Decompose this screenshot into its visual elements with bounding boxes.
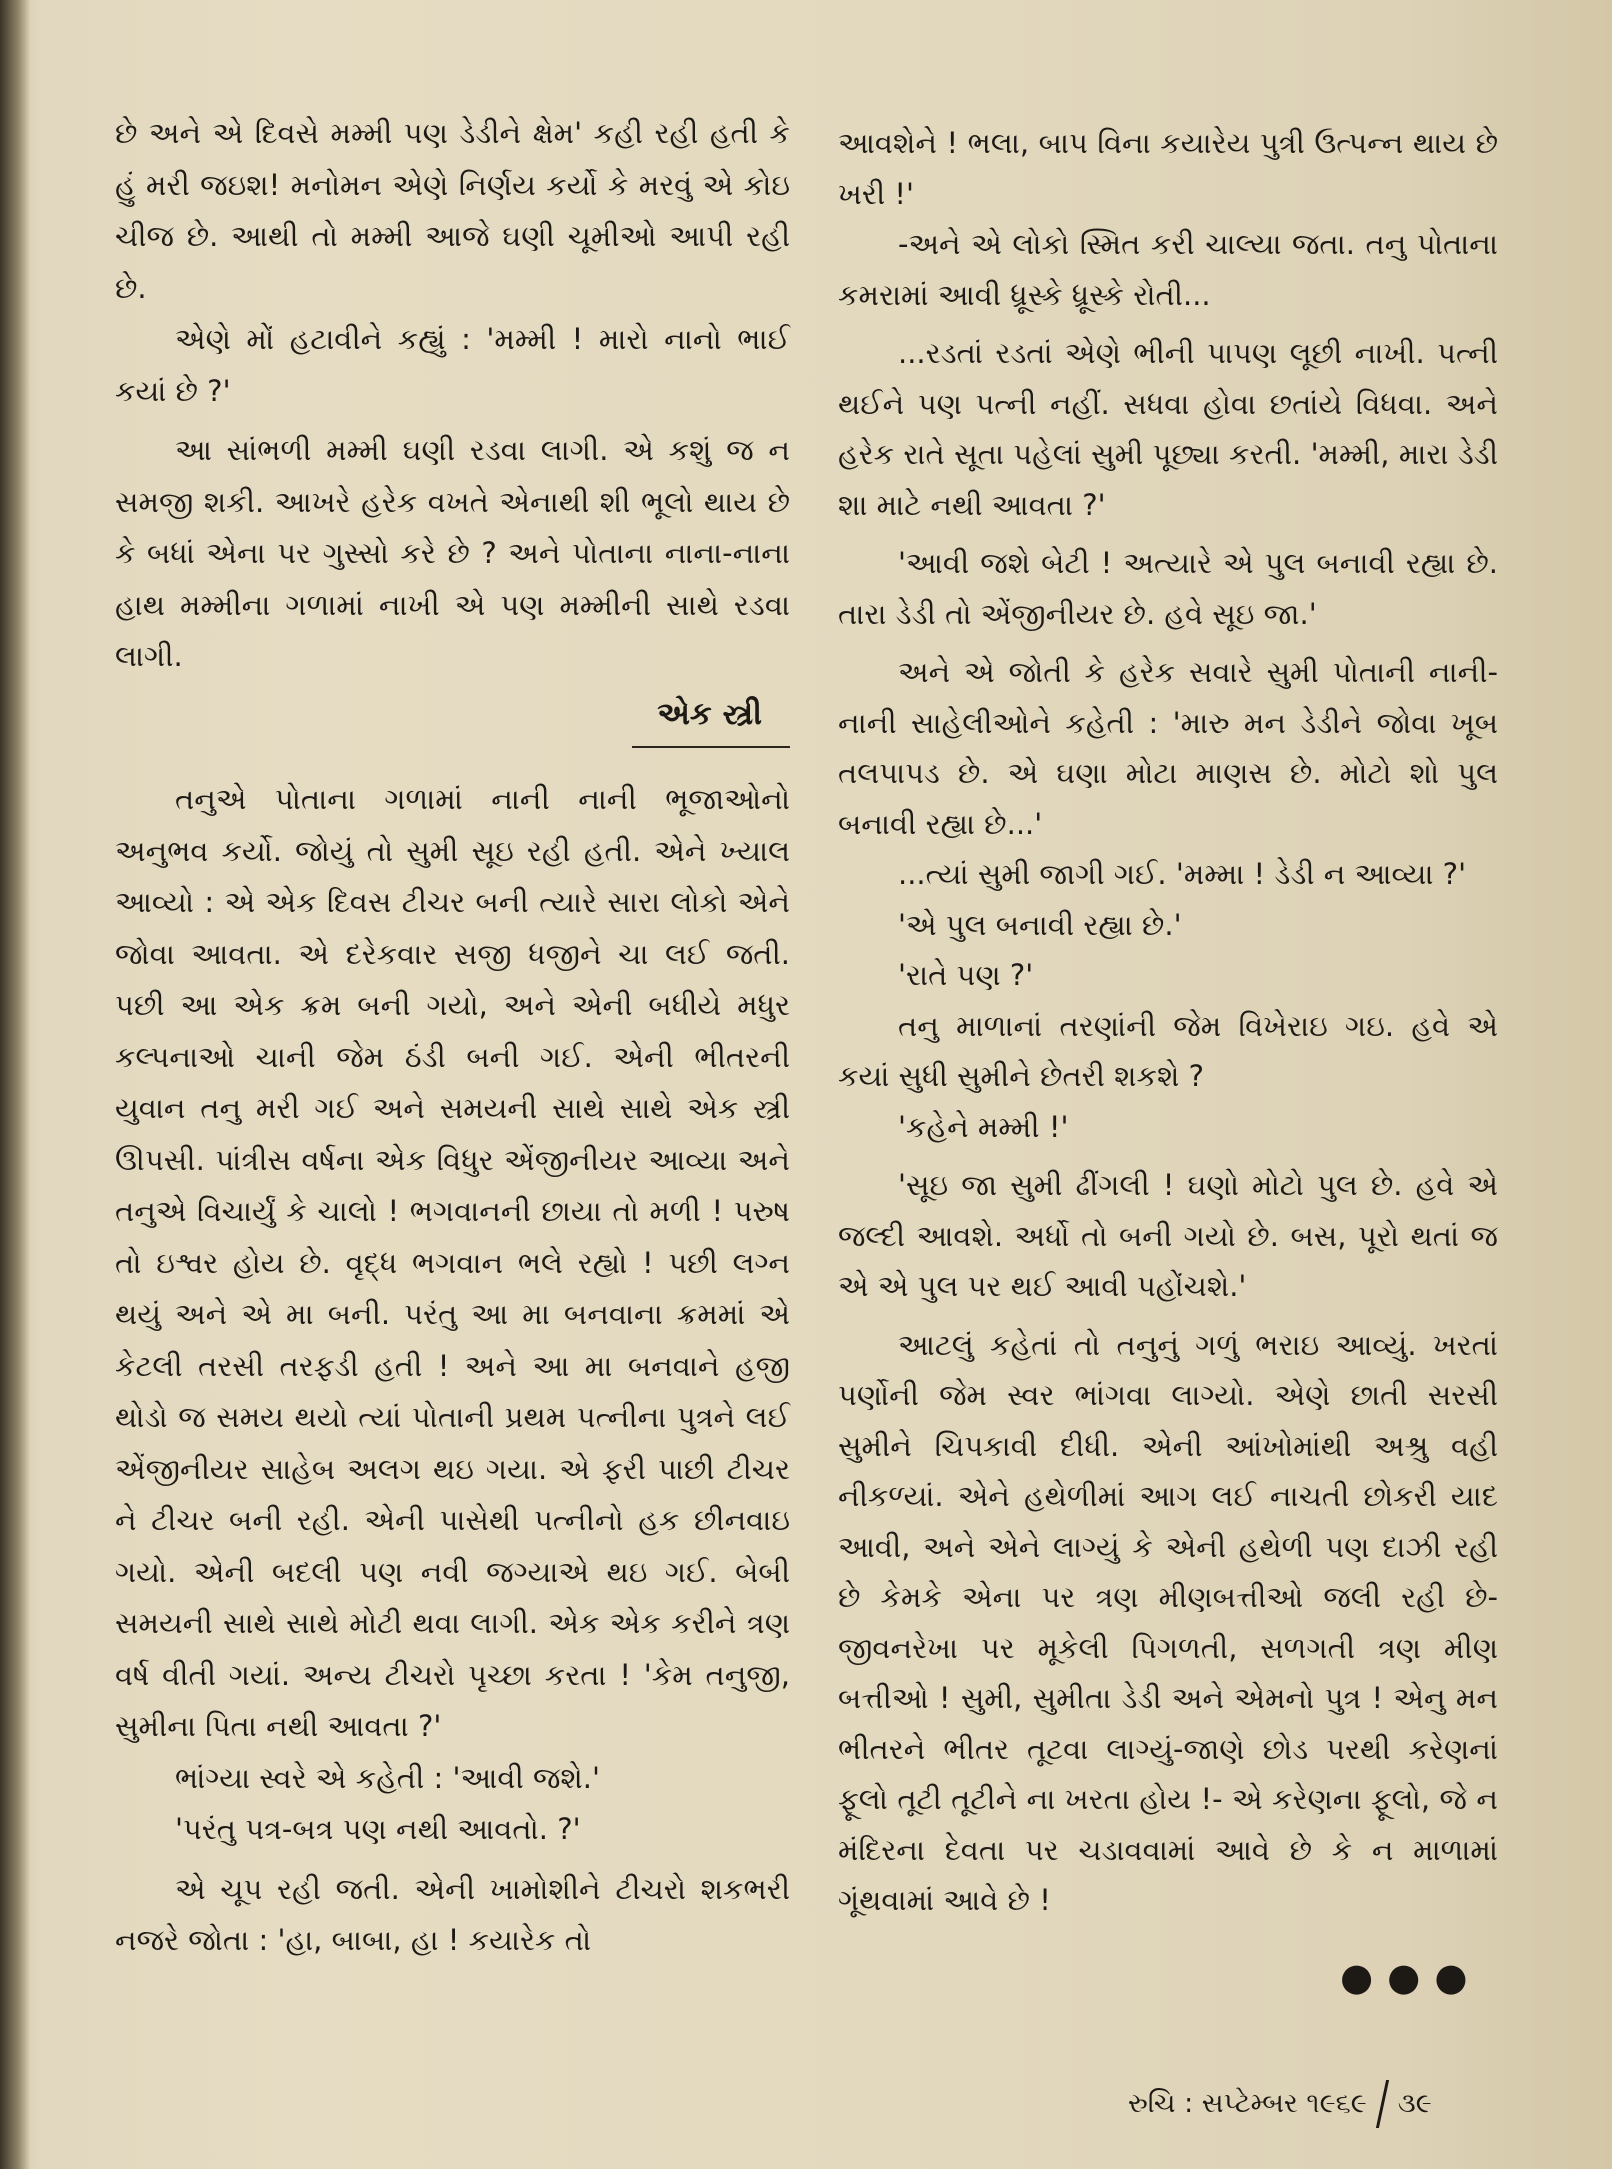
paragraph: 'રાતે પણ ?' xyxy=(898,958,1034,992)
end-of-story-dots: ●●● xyxy=(1340,1955,1482,1999)
right-column xyxy=(838,118,1498,1926)
paragraph: 'પરંતુ પત્ર-બત્ર પણ નથી આવતો. ?' xyxy=(175,1812,581,1846)
left-column xyxy=(115,108,790,1967)
paragraph: 'સૂઇ જા સુમી ઢીંગલી ! ઘણો મોટો પુલ છે. હવે એ જલ્દી આવશે. અર્ધો તો બની ગયો છે. બસ, પૂરો થતાં જ એ એ પુલ પર થઈ આવી પહોંચશે.' xyxy=(838,1168,1498,1303)
paragraph: 'કહેને મમ્મી !' xyxy=(898,1109,1069,1144)
paragraph: ...રડતાં રડતાં એણે ભીની પાપણ લૂછી નાખી. પત્ની થઈને પણ પત્ની નહીં. સધવા હોવા છતાંયે વિધવા. અને હરેક રાતે સૂતા પહેલાં સુમી પૂછ્યા કરતી. 'મમ્મી, મારા ડેડી શા માટે નથી આવતા ?' xyxy=(838,336,1498,522)
paragraph: એ ચૂપ રહી જતી. એની ખામોશીને ટીચરો શકભરી નજરે જોતા : 'હા, બાબા, હા ! કયારેક તો xyxy=(115,1871,790,1957)
paragraph: તનુએ પોતાના ગળામાં નાની નાની ભૂજાઓનો અનુભવ કર્યો. જોયું તો સુમી સૂઇ રહી હતી. એને ખ્યાલ આવ્યો : એ એક દિવસ ટીચર બની ત્યારે સારા લોકો એને જોવા આવતા. એ દરેકવાર સજી ધજીને ચા લઈ જતી. પછી આ એક ક્રમ બની ગયો, અને એની બધીયે મધુર કલ્પનાઓ ચાની જેમ ઠંડી બની ગઈ. એની ભીતરની યુવાન તનુ મરી ગઈ અને સમયની સાથે સાથે એક સ્ત્રી ઊપસી. પાંત્રીસ વર્ષના એક વિધુર એંજીનીયર આવ્યા અને તનુએ વિચાર્યું કે ચાલો ! ભગવાનની છાયા તો મળી ! પરુષ તો ઇશ્વર હોય છે. વૃદ્ધ ભગવાન ભલે રહ્યો ! પછી લગ્ન થયું અને એ મા બની. પરંતુ આ મા બનવાના ક્રમમાં એ કેટલી તરસી તરફડી હતી ! અને આ મા બનવાને હજી થોડો જ સમય થયો ત્યાં પોતાની પ્રથમ પત્નીના પુત્રને લઈ એંજીનીયર સાહેબ અલગ થઇ ગયા. એ ફરી પાછી ટીચર ને ટીચર બની રહી. એની પાસેથી પત્નીનો હક છીનવાઇ ગયો. એની બદલી પણ નવી જગ્યાએ થઇ ગઈ. બેબી સમયની સાથે સાથે મોટી થવા લાગી. એક એક કરીને ત્રણ વર્ષ વીતી ગયાં. અન્ય ટીચરો પૃચ્છા કરતા ! 'કેમ તનુજી, સુમીના પિતા નથી આવતા ?' xyxy=(115,782,790,1743)
paragraph: છે અને એ દિવસે મમ્મી પણ ડેડીને ક્ષેમ' કહી રહી હતી કે હું મરી જઇશ! મનોમન એણે નિર્ણય કર્યો કે મરવું એ કોઇ ચીજ છે. આથી તો મમ્મી આજે ઘણી ચૂમીઓ આપી રહી છે. xyxy=(115,116,790,305)
paragraph: 'આવી જશે બેટી ! અત્યારે એ પુલ બનાવી રહ્યા છે. તારા ડેડી તો એંજીનીયર છે. હવે સૂઇ જા.' xyxy=(838,546,1498,631)
page-binding-shadow xyxy=(0,0,30,2169)
paragraph: ભાંગ્યા સ્વરે એ કહેતી : 'આવી જશે.' xyxy=(175,1760,600,1795)
paragraph: આવશેને ! ભલા, બાપ વિના કયારેય પુત્રી ઉત્પન્ન થાય છે ખરી !' xyxy=(838,126,1498,211)
section-title-rule xyxy=(632,746,790,748)
paragraph: આટલું કહેતાં તો તનુનું ગળું ભરાઇ આવ્યું. ખરતાં પર્ણોની જેમ સ્વર ભાંગવા લાગ્યો. એણે છાતી સરસી સુમીને ચિપકાવી દીધી. એની આંખોમાંથી અશ્રુ વહી નીકળ્યાં. એને હથેળીમાં આગ લઈ નાચતી છોકરી યાદ આવી, અને એને લાગ્યું કે એની હથેળી પણ દાઝી રહી છે કેમકે એના પર ત્રણ મીણબત્તીઓ જલી રહી છે- જીવનરેખા પર મૂકેલી પિગળતી, સળગતી ત્રણ મીણ બત્તીઓ ! સુમી, સુમીતા ડેડી અને એમનો પુત્ર ! એનુ મન ભીતરને ભીતર તૂટવા લાગ્યું-જાણે છોડ પરથી કરેણનાં ફૂલો તૂટી તૂટીને ના ખરતા હોય !- એ કરેણના ફૂલો, જે ન મંદિરના દેવતા પર ચડાવવામાં આવે છે કે ન માળામાં ગૂંથવામાં આવે છે ! xyxy=(838,1327,1498,1917)
footer-separator xyxy=(1376,2080,1389,2128)
paragraph: આ સાંભળી મમ્મી ઘણી રડવા લાગી. એ કશું જ ન સમજી શકી. આખરે હરેક વખતે એનાથી શી ભૂલો થાય છે કે બધાં એના પર ગુસ્સો કરે છે ? અને પોતાના નાના-નાના હાથ મમ્મીના ગળામાં નાખી એ પણ મમ્મીની સાથે રડવા લાગી. xyxy=(115,433,790,673)
paragraph: 'એ પુલ બનાવી રહ્યા છે.' xyxy=(898,907,1182,942)
magazine-issue: રુચિ : સપ્ટેમ્બર ૧૯૬૯ xyxy=(1128,2088,1367,2119)
paragraph: તનુ માળાનાં તરણાંની જેમ વિખેરાઇ ગઇ. હવે એ કયાં સુધી સુમીને છેતરી શકશે ? xyxy=(838,1008,1498,1093)
section-title: એક સ્ત્રી xyxy=(657,695,762,732)
page-footer xyxy=(1128,2080,1432,2128)
paragraph: એણે મોં હટાવીને કહ્યું : 'મમ્મી ! મારો નાનો ભાઈ કયાં છે ?' xyxy=(115,322,790,408)
paragraph: -અને એ લોકો સ્મિત કરી ચાલ્યા જતા. તનુ પોતાના કમરામાં આવી ધ્રૂસ્કે ધ્રૂસ્કે રોતી... xyxy=(838,227,1498,312)
page-number: ૩૯ xyxy=(1397,2088,1432,2119)
paragraph: અને એ જોતી કે હરેક સવારે સુમી પોતાની નાની-નાની સાહેલીઓને કહેતી : 'મારુ મન ડેડીને જોવા ખૂબ તલપાપડ છે. એ ઘણા મોટા માણસ છે. મોટો શો પુલ બનાવી રહ્યા છે...' xyxy=(838,655,1498,841)
paragraph: ...ત્યાં સુમી જાગી ગઈ. 'મમ્મા ! ડેડી ન આવ્યા ?' xyxy=(898,857,1467,891)
